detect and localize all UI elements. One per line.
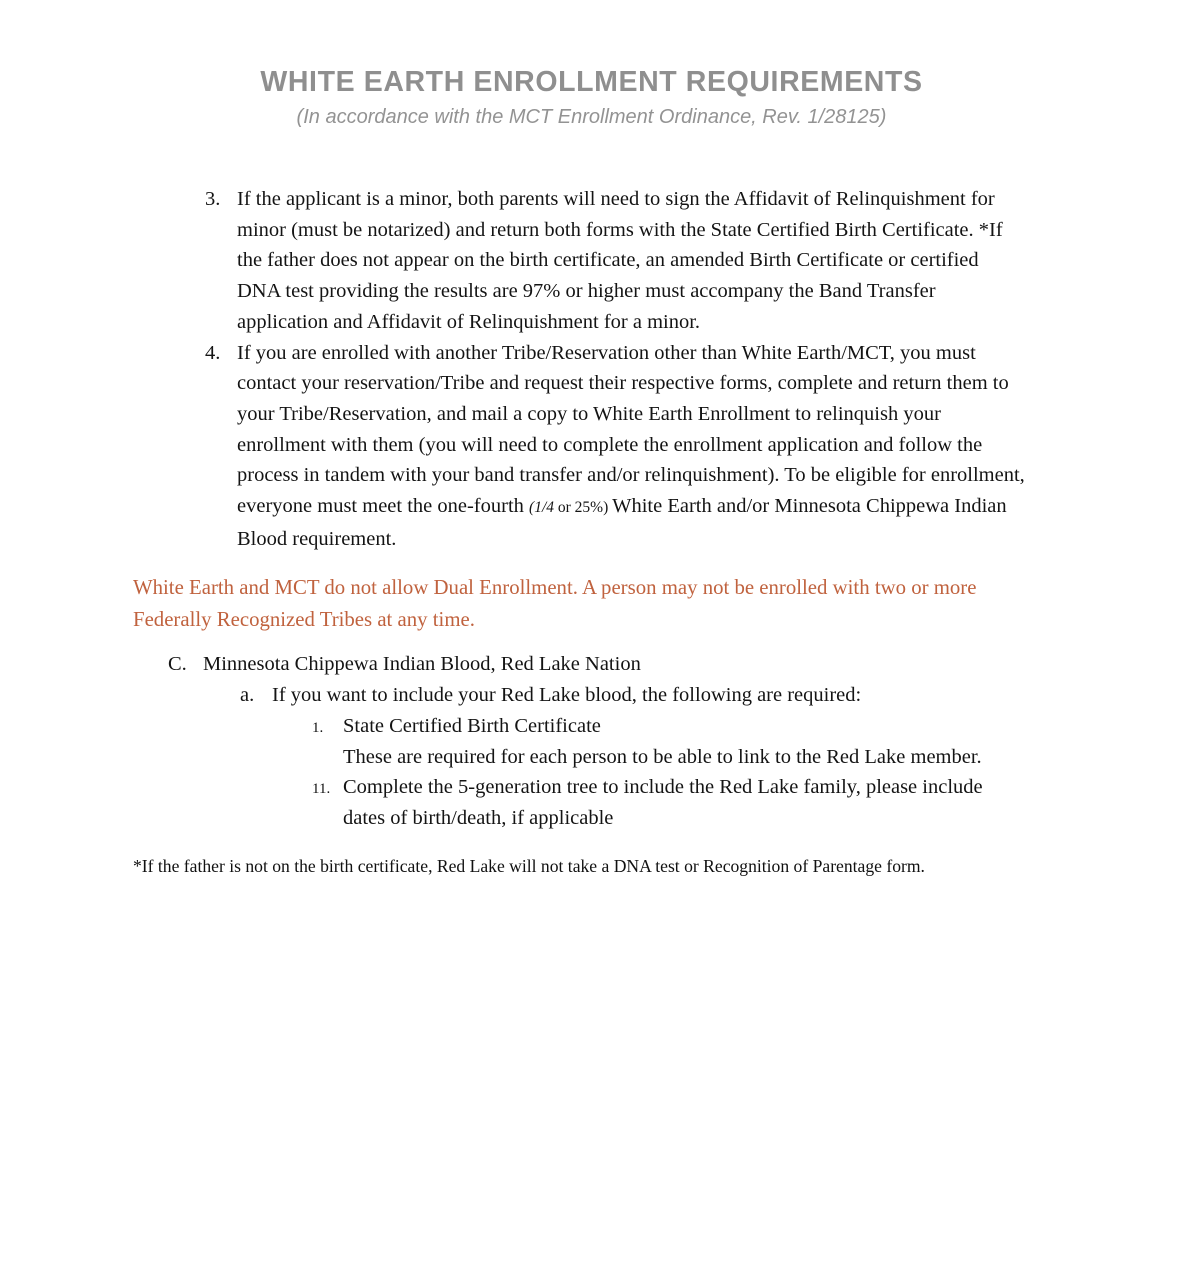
- dual-enrollment-notice: White Earth and MCT do not allow Dual Enrollment. A person may not be enrolled with two or more Federally Recognized Tribes at any time.: [133, 576, 977, 632]
- roman-item-1-detail: These are required for each person to be able to link to the Red Lake member.: [343, 745, 982, 768]
- item-4-fraction-plain: or 25%): [557, 499, 613, 517]
- numbered-item-3: [0, 184, 1183, 338]
- item-4-fraction-italic: (1/4: [529, 499, 558, 517]
- section-c-heading: Minnesota Chippewa Indian Blood, Red Lake Nation: [203, 653, 641, 676]
- roman-item-1-label: 1.: [312, 719, 324, 736]
- section-c-heading-row: [0, 649, 1183, 680]
- sub-item-a-label: a.: [240, 684, 255, 707]
- item-4-text-end: White Earth and/or Minnesota Chippewa Indian Blood requirement.: [237, 495, 1007, 550]
- item-3-number: 3.: [205, 188, 221, 210]
- item-3-text: If the applicant is a minor, both parents will need to sign the Affidavit of Relinquishment for minor (must be notarized) and return both forms with the State Certified Birth Certificate. *If the father does not appear on the birth certificate, an amended Birth Certificate or certified DNA test providing the results are 97% or higher must accompany the Band Transfer application and Affidavit of Relinquishment for a minor.: [237, 188, 1003, 333]
- sub-item-a-row: [0, 680, 1183, 711]
- item-4-number: 4.: [205, 341, 221, 364]
- roman-item-2-text: Complete the 5-generation tree to include the Red Lake family, please include dates of birth/death, if applicable: [343, 776, 983, 829]
- document-header: [0, 0, 1183, 129]
- item-4-text-main: If you are enrolled with another Tribe/Reservation other than White Earth/MCT, you must contact your reservation/Tribe and request their respective forms, complete and return them to your Tribe/Reservation, and mail a copy to White Earth Enrollment to relinquish your enrollment with them (you will need to complete the enrollment application and follow the process in tandem with your band transfer and/or relinquishment). To be eligible for enrollment, everyone must meet the one-fourth: [237, 341, 1025, 518]
- numbered-list: [0, 184, 1183, 554]
- roman-item-2-label: 11.: [312, 781, 331, 798]
- page-subtitle: (In accordance with the MCT Enrollment Ordinance, Rev. 1/28125): [296, 106, 887, 128]
- sub-item-a-text: If you want to include your Red Lake blood, the following are required:: [272, 684, 862, 707]
- roman-item-1-title: State Certified Birth Certificate: [343, 714, 601, 737]
- roman-item-1-text: [343, 711, 991, 772]
- numbered-item-4: [0, 338, 1183, 555]
- page-title: WHITE EARTH ENROLLMENT REQUIREMENTS: [260, 66, 923, 98]
- section-c-label: C.: [168, 653, 187, 676]
- footnote: *If the father is not on the birth certificate, Red Lake will not take a DNA test or Recognition of Parentage form.: [133, 855, 925, 876]
- roman-item-1-row: [0, 711, 1183, 772]
- item-4-text: [237, 338, 1027, 555]
- section-c: [0, 649, 1183, 833]
- roman-item-2-row: [0, 772, 1183, 833]
